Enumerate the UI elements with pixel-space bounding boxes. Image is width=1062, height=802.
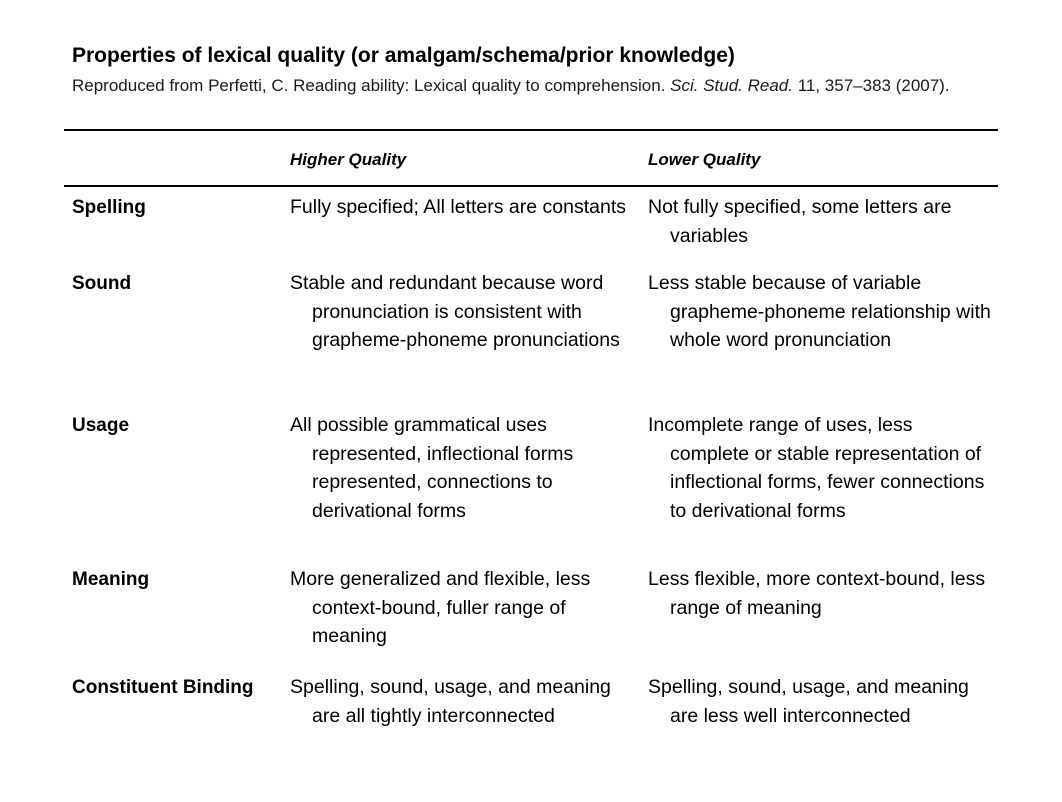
row-label-meaning: Meaning bbox=[72, 569, 150, 590]
header-higher-quality: Higher Quality bbox=[290, 150, 407, 169]
cell-spelling-higher: Fully specified; All letters are constants bbox=[290, 196, 626, 218]
cell-usage-lower: Incomplete range of uses, less complete or stable representation of inflectional forms, fewer connections to derivational forms bbox=[648, 414, 985, 523]
top-rule bbox=[64, 129, 998, 131]
cell-meaning-higher: More generalized and flexible, less context-bound, fuller range of meaning bbox=[290, 568, 591, 648]
table-title: Properties of lexical quality (or amalgam/schema/prior knowledge) bbox=[72, 44, 735, 67]
header-rule bbox=[64, 185, 998, 187]
row-label-spelling: Spelling bbox=[72, 197, 146, 218]
cell-spelling-lower: Not fully specified, some letters are variables bbox=[648, 196, 952, 247]
cell-usage-higher: All possible grammatical uses represented, inflectional forms represented, connections to derivational forms bbox=[290, 414, 574, 523]
cell-constituent-binding-lower: Spelling, sound, usage, and meaning are less well interconnected bbox=[648, 676, 969, 727]
header-lower-quality: Lower Quality bbox=[648, 150, 761, 169]
journal-name: Sci. Stud. Read. bbox=[670, 76, 793, 95]
row-label-usage: Usage bbox=[72, 415, 130, 436]
row-label-constituent-binding: Constituent Binding bbox=[72, 677, 254, 698]
cell-sound-higher: Stable and redundant because word pronunciation is consistent with grapheme-phoneme pronunciations bbox=[290, 272, 620, 352]
cell-constituent-binding-higher: Spelling, sound, usage, and meaning are all tightly interconnected bbox=[290, 676, 611, 727]
citation-text: Reproduced from Perfetti, C. Reading ability: Lexical quality to comprehension. bbox=[72, 76, 671, 95]
source-citation bbox=[72, 75, 990, 97]
row-label-sound: Sound bbox=[72, 273, 132, 294]
citation-volume: 11, 357–383 (2007). bbox=[792, 76, 950, 95]
cell-sound-lower: Less stable because of variable grapheme-phoneme relationship with whole word pronunciation bbox=[648, 272, 991, 352]
cell-meaning-lower: Less flexible, more context-bound, less range of meaning bbox=[648, 568, 986, 619]
